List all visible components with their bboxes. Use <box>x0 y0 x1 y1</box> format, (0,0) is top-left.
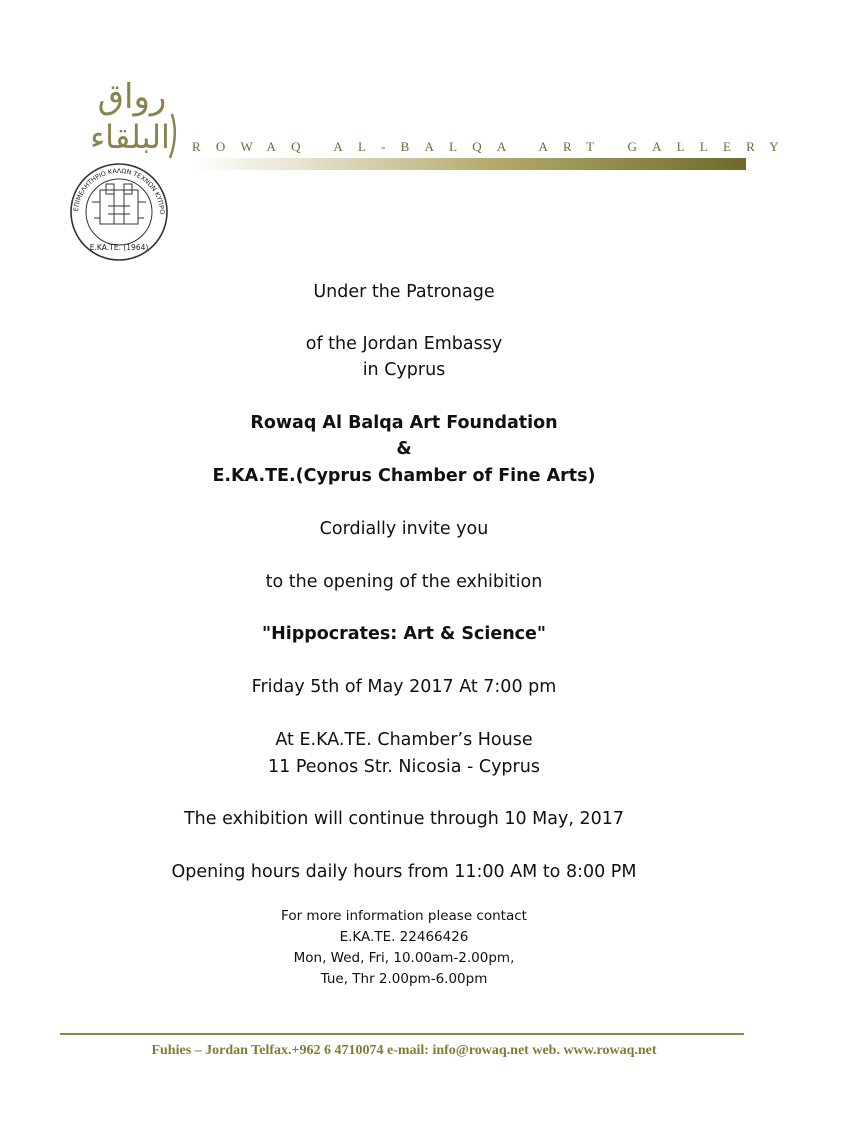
exhibition-title: "Hippocrates: Art & Science" <box>261 624 547 644</box>
contact-line4: Tue, Thr 2.00pm-6.00pm <box>320 971 488 987</box>
exhibition-continues: The exhibition will continue through 10 May, 2017 <box>183 809 625 829</box>
organizer-1: Rowaq Al Balqa Art Foundation <box>250 413 558 433</box>
date-time: Friday 5th of May 2017 At 7:00 pm <box>251 677 557 697</box>
contact-line2: E.KA.TE. 22466426 <box>339 929 469 945</box>
logo-arabic-line2: البلقاء <box>90 118 170 156</box>
venue-line1: At E.KA.TE. Chamber’s House <box>275 730 533 750</box>
patronage-line3: in Cyprus <box>362 360 446 380</box>
gallery-name: ROWAQ AL-BALQA ART GALLERY <box>192 139 794 154</box>
opening-line: to the opening of the exhibition <box>265 572 543 592</box>
letterhead-gradient-bar <box>190 158 746 170</box>
footer-contact: Fuhies – Jordan Telfax.+962 6 4710074 e-mail: info@rowaq.net web. www.rowaq.net <box>151 1043 657 1058</box>
ekate-seal <box>64 162 174 262</box>
rowaq-logo <box>84 72 180 162</box>
seal-bottom-text: Ε.ΚΑ.ΤΕ. (1964) <box>89 243 149 252</box>
organizer-2: E.KA.TE.(Cyprus Chamber of Fine Arts) <box>212 466 596 486</box>
opening-hours: Opening hours daily hours from 11:00 AM to 8:00 PM <box>171 862 637 882</box>
venue-line2: 11 Peonos Str. Nicosia - Cyprus <box>268 757 540 777</box>
patronage-line1: Under the Patronage <box>313 282 495 302</box>
footer-rule <box>60 1033 744 1035</box>
svg-text:ΕΠΙΜΕΛΗΤΗΡΙΟ ΚΑΛΩΝ ΤΕΧΝΩΝ ΚΥΠΡ: ΕΠΙΜΕΛΗΤΗΡΙΟ ΚΑΛΩΝ ΤΕΧΝΩΝ ΚΥΠΡΟ <box>72 166 167 215</box>
contact-line1: For more information please contact <box>281 908 527 924</box>
logo-arabic-line1: رواق <box>97 77 167 117</box>
invite-line: Cordially invite you <box>319 519 489 539</box>
patronage-line2: of the Jordan Embassy <box>305 334 503 354</box>
organizer-ampersand: & <box>396 439 412 459</box>
contact-line3: Mon, Wed, Fri, 10.00am-2.00pm, <box>293 950 515 966</box>
